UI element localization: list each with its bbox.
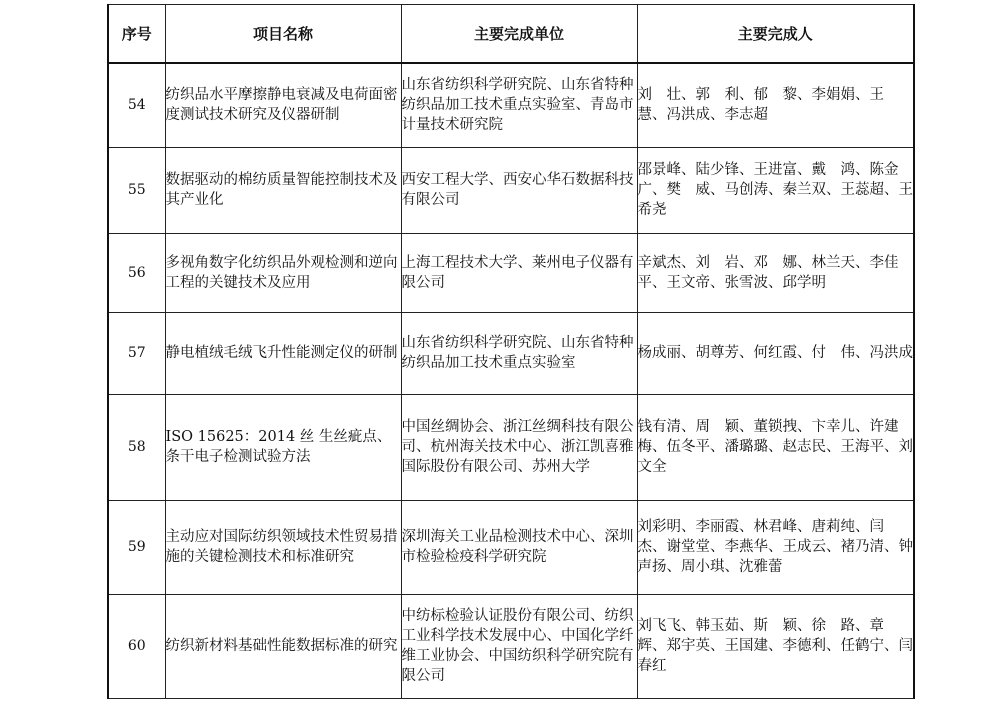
- header-no: 序号: [108, 5, 165, 64]
- row-unit: 深圳海关工业品检测技术中心、深圳市检验检疫科学研究院: [401, 500, 637, 594]
- row-unit: 山东省纺织科学研究院、山东省特种纺织品加工技术重点实验室: [401, 312, 637, 394]
- row-no: 54: [108, 63, 165, 147]
- row-project-name: ISO 15625：2014 丝 生丝疵点、条干电子检测试验方法: [165, 394, 401, 500]
- table-row: [108, 147, 914, 233]
- row-no: 59: [108, 500, 165, 594]
- row-no: 56: [108, 233, 165, 312]
- row-people: 杨成丽、胡尊芳、何红霞、付 伟、冯洪成: [637, 312, 914, 394]
- row-people: 刘 壮、郭 利、郁 黎、李娟娟、王 慧、冯洪成、李志超: [637, 63, 914, 147]
- row-no: 60: [108, 594, 165, 698]
- table-row: [108, 500, 914, 594]
- awards-table: [107, 4, 915, 699]
- table-row: [108, 63, 914, 147]
- row-no: 55: [108, 147, 165, 233]
- header-people: 主要完成人: [637, 5, 914, 64]
- header-unit: 主要完成单位: [401, 5, 637, 64]
- row-unit: 中国丝绸协会、浙江丝绸科技有限公司、杭州海关技术中心、浙江凯喜雅国际股份有限公司、苏州大学: [401, 394, 637, 500]
- row-unit: 西安工程大学、西安心华石数据科技有限公司: [401, 147, 637, 233]
- row-people: 刘飞飞、韩玉茹、斯 颖、徐 路、章 辉、郑宇英、王国建、李德利、任鹤宁、闫春红: [637, 594, 914, 698]
- row-unit: 山东省纺织科学研究院、山东省特种纺织品加工技术重点实验室、青岛市计量技术研究院: [401, 63, 637, 147]
- row-unit: 上海工程技术大学、莱州电子仪器有限公司: [401, 233, 637, 312]
- table-row: [108, 233, 914, 312]
- row-no: 57: [108, 312, 165, 394]
- row-people: 钱有清、周 颖、董锁拽、卞幸儿、许建梅、伍冬平、潘璐璐、赵志民、王海平、刘文全: [637, 394, 914, 500]
- row-people: 辛斌杰、刘 岩、邓 娜、林兰天、李佳平、王文帝、张雪波、邱学明: [637, 233, 914, 312]
- row-project-name: 多视角数字化纺织品外观检测和逆向工程的关键技术及应用: [165, 233, 401, 312]
- table-row: [108, 312, 914, 394]
- row-project-name: 主动应对国际纺织领域技术性贸易措施的关键检测技术和标准研究: [165, 500, 401, 594]
- row-people: 邵景峰、陆少锋、王进富、戴 鸿、陈金广、樊 威、马创涛、秦兰双、王蕊超、王希尧: [637, 147, 914, 233]
- row-project-name: 数据驱动的棉纺质量智能控制技术及其产业化: [165, 147, 401, 233]
- row-unit: 中纺标检验认证股份有限公司、纺织工业科学技术发展中心、中国化学纤维工业协会、中国纺织科学研究院有限公司: [401, 594, 637, 698]
- table-row: [108, 594, 914, 698]
- row-project-name: 纺织品水平摩擦静电衰减及电荷面密度测试技术研究及仪器研制: [165, 63, 401, 147]
- row-project-name: 纺织新材料基础性能数据标准的研究: [165, 594, 401, 698]
- table-header-row: [108, 5, 914, 64]
- row-people: 刘彩明、李丽霞、林君峰、唐莉纯、闫 杰、谢堂堂、李燕华、王成云、褚乃清、钟声扬、周小琪、沈雅蕾: [637, 500, 914, 594]
- row-project-name: 静电植绒毛绒飞升性能测定仪的研制: [165, 312, 401, 394]
- row-no: 58: [108, 394, 165, 500]
- table-row: [108, 394, 914, 500]
- header-project-name: 项目名称: [165, 5, 401, 64]
